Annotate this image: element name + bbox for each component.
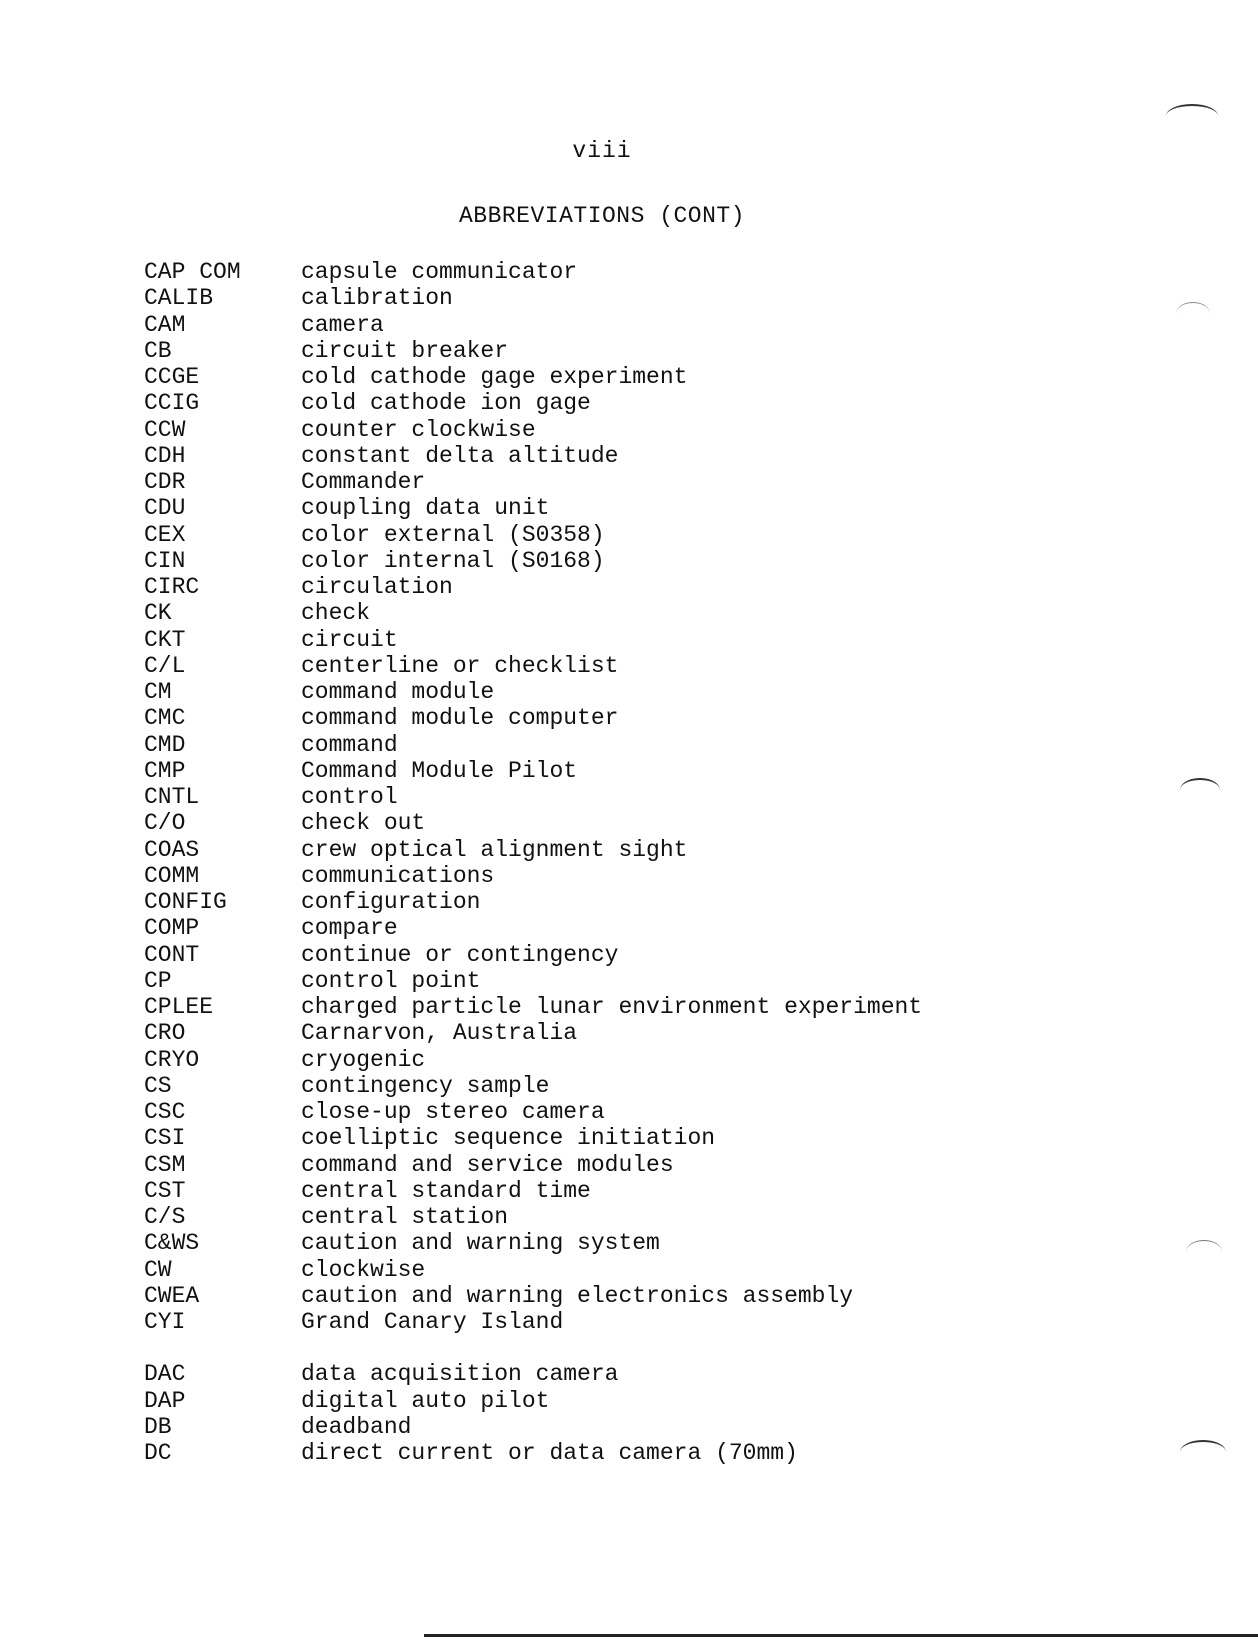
- abbreviation-definition: color internal (S0168): [301, 547, 605, 574]
- abbreviation-row: [144, 390, 922, 416]
- abbreviation-definition: configuration: [301, 889, 481, 916]
- abbreviation-definition: command module computer: [301, 705, 619, 732]
- abbreviation-definition: calibration: [301, 285, 453, 312]
- page-title: ABBREVIATIONS (CONT): [458, 203, 746, 229]
- abbreviation-term: CP: [144, 967, 172, 994]
- abbreviation-row: [144, 1414, 922, 1440]
- abbreviation-term: CRO: [144, 1020, 186, 1047]
- abbreviation-row: [144, 915, 922, 941]
- abbreviation-term: CKT: [144, 626, 186, 653]
- abbreviation-definition: cold cathode ion gage: [301, 390, 591, 417]
- abbreviation-definition: command module: [301, 679, 495, 706]
- abbreviation-definition: continue or contingency: [301, 941, 619, 968]
- abbreviation-definition: central standard time: [301, 1177, 591, 1204]
- abbreviation-definition: digital auto pilot: [301, 1387, 550, 1414]
- abbreviation-row: [144, 1073, 922, 1099]
- abbreviation-term: CSM: [144, 1151, 186, 1178]
- abbreviation-row: [144, 1309, 922, 1335]
- abbreviation-term: CM: [144, 679, 172, 706]
- abbreviation-definition: Command Module Pilot: [301, 757, 578, 784]
- scan-edge-mark: [1180, 1440, 1226, 1464]
- abbreviation-row: [144, 417, 922, 443]
- abbreviation-definition: crew optical alignment sight: [301, 836, 688, 863]
- abbreviation-definition: check: [301, 600, 371, 627]
- abbreviation-term: COMP: [144, 915, 200, 942]
- abbreviation-term: CSC: [144, 1099, 186, 1126]
- abbreviation-term: CMP: [144, 757, 186, 784]
- abbreviation-definition: capsule communicator: [301, 259, 578, 286]
- abbreviation-term: CS: [144, 1072, 172, 1099]
- abbreviation-row: [144, 338, 922, 364]
- abbreviation-definition: deadband: [301, 1413, 412, 1440]
- abbreviation-row: [144, 679, 922, 705]
- abbreviation-term: C/L: [144, 652, 186, 679]
- abbreviation-term: DC: [144, 1440, 172, 1467]
- abbreviation-row: [144, 495, 922, 521]
- abbreviation-definition: check out: [301, 810, 426, 837]
- abbreviation-term: CPLEE: [144, 994, 214, 1021]
- abbreviation-row: [144, 627, 922, 653]
- abbreviation-row: [144, 1204, 922, 1230]
- abbreviation-row: [144, 1257, 922, 1283]
- abbreviation-term: DAC: [144, 1361, 186, 1388]
- abbreviation-definition: color external (S0358): [301, 521, 605, 548]
- abbreviation-term: CB: [144, 337, 172, 364]
- abbreviation-row: [144, 784, 922, 810]
- abbreviation-term: DAP: [144, 1387, 186, 1414]
- abbreviation-row: [144, 259, 922, 285]
- abbreviation-row: [144, 1230, 922, 1256]
- abbreviation-term: CALIB: [144, 285, 214, 312]
- abbreviation-term: COMM: [144, 862, 200, 889]
- abbreviation-row: [144, 1020, 922, 1046]
- abbreviation-row: [144, 837, 922, 863]
- scan-edge-mark: [1176, 302, 1210, 325]
- abbreviation-term: CDU: [144, 495, 186, 522]
- abbreviation-row: [144, 364, 922, 390]
- abbreviation-term: CW: [144, 1256, 172, 1283]
- abbreviation-definition: compare: [301, 915, 398, 942]
- abbreviation-row: [144, 522, 922, 548]
- abbreviation-row: [144, 1440, 922, 1466]
- abbreviation-term: CSI: [144, 1125, 186, 1152]
- abbreviation-definition: command and service modules: [301, 1151, 674, 1178]
- abbreviation-term: CST: [144, 1177, 186, 1204]
- abbreviation-row: [144, 732, 922, 758]
- abbreviation-row: [144, 469, 922, 495]
- abbreviation-row: [144, 994, 922, 1020]
- abbreviation-definition: direct current or data camera (70mm): [301, 1440, 798, 1467]
- abbreviation-term: CK: [144, 600, 172, 627]
- abbreviation-term: CONT: [144, 941, 200, 968]
- abbreviation-term: CMC: [144, 705, 186, 732]
- abbreviation-definition: circuit: [301, 626, 398, 653]
- abbreviation-definition: control point: [301, 967, 481, 994]
- abbreviation-term: CRYO: [144, 1046, 200, 1073]
- abbreviation-row: [144, 574, 922, 600]
- abbreviation-row: [144, 889, 922, 915]
- abbreviation-row: [144, 1047, 922, 1073]
- abbreviation-term: C/O: [144, 810, 186, 837]
- bottom-rule: [424, 1634, 1258, 1637]
- abbreviation-term: DB: [144, 1413, 172, 1440]
- abbreviation-definition: counter clockwise: [301, 416, 536, 443]
- abbreviation-row: [144, 312, 922, 338]
- abbreviation-row: [144, 1388, 922, 1414]
- abbreviation-definition: circuit breaker: [301, 337, 509, 364]
- abbreviation-definition: caution and warning system: [301, 1230, 660, 1257]
- abbreviation-definition: control: [301, 784, 398, 811]
- abbreviation-row: [144, 1099, 922, 1125]
- abbreviation-row: [144, 758, 922, 784]
- abbreviation-row: [144, 653, 922, 679]
- abbreviation-definition: cold cathode gage experiment: [301, 364, 688, 391]
- abbreviation-row: [144, 600, 922, 626]
- abbreviation-row: [144, 810, 922, 836]
- abbreviation-term: CEX: [144, 521, 186, 548]
- abbreviation-term: CAP COM: [144, 259, 241, 286]
- abbreviation-term: CIN: [144, 547, 186, 574]
- abbreviation-term: CNTL: [144, 784, 200, 811]
- abbreviation-definition: communications: [301, 862, 495, 889]
- abbreviation-row: [144, 285, 922, 311]
- abbreviation-term: CONFIG: [144, 889, 227, 916]
- abbreviation-term: CDR: [144, 469, 186, 496]
- abbreviation-row: [144, 942, 922, 968]
- abbreviation-definition: Carnarvon, Australia: [301, 1020, 578, 1047]
- abbreviation-row: [144, 1283, 922, 1309]
- abbreviation-row: [144, 705, 922, 731]
- abbreviation-term: COAS: [144, 836, 200, 863]
- abbreviation-term: CAM: [144, 311, 186, 338]
- abbreviation-row: [144, 1125, 922, 1151]
- abbreviation-definition: camera: [301, 311, 384, 338]
- abbreviation-term: CCW: [144, 416, 186, 443]
- abbreviation-term: C&WS: [144, 1230, 200, 1257]
- abbreviation-definition: command: [301, 731, 398, 758]
- abbreviation-term: CYI: [144, 1309, 186, 1336]
- abbreviation-term: C/S: [144, 1204, 186, 1231]
- abbreviation-row: [144, 1178, 922, 1204]
- abbreviation-row: [144, 1361, 922, 1387]
- abbreviation-definition: contingency sample: [301, 1072, 550, 1099]
- abbreviation-row: [144, 863, 922, 889]
- abbreviation-definition: centerline or checklist: [301, 652, 619, 679]
- abbreviation-definition: Grand Canary Island: [301, 1309, 564, 1336]
- abbreviation-definition: caution and warning electronics assembly: [301, 1282, 854, 1309]
- scan-edge-mark: [1180, 778, 1220, 802]
- abbreviation-term: CDH: [144, 442, 186, 469]
- abbreviation-definition: Commander: [301, 469, 426, 496]
- abbreviation-row: [144, 1152, 922, 1178]
- abbreviation-term: CIRC: [144, 574, 200, 601]
- scan-edge-mark: [1186, 1240, 1222, 1263]
- abbreviation-definition: coelliptic sequence initiation: [301, 1125, 716, 1152]
- scan-edge-mark: [1166, 104, 1218, 128]
- abbreviation-definition: clockwise: [301, 1256, 426, 1283]
- abbreviation-definition: charged particle lunar environment experiment: [301, 994, 923, 1021]
- abbreviation-row: [144, 968, 922, 994]
- abbreviation-term: CCIG: [144, 390, 200, 417]
- abbreviation-term: CMD: [144, 731, 186, 758]
- abbreviation-definition: coupling data unit: [301, 495, 550, 522]
- abbreviation-definition: circulation: [301, 574, 453, 601]
- abbreviation-definition: close-up stereo camera: [301, 1099, 605, 1126]
- abbreviation-term: CWEA: [144, 1282, 200, 1309]
- abbreviation-definition: central station: [301, 1204, 509, 1231]
- abbreviation-definition: constant delta altitude: [301, 442, 619, 469]
- page-number: viii: [572, 138, 632, 164]
- abbreviation-term: CCGE: [144, 364, 200, 391]
- abbreviation-row: [144, 548, 922, 574]
- abbreviation-list: [144, 259, 922, 1466]
- abbreviation-row: [144, 443, 922, 469]
- abbreviation-definition: cryogenic: [301, 1046, 426, 1073]
- abbreviation-definition: data acquisition camera: [301, 1361, 619, 1388]
